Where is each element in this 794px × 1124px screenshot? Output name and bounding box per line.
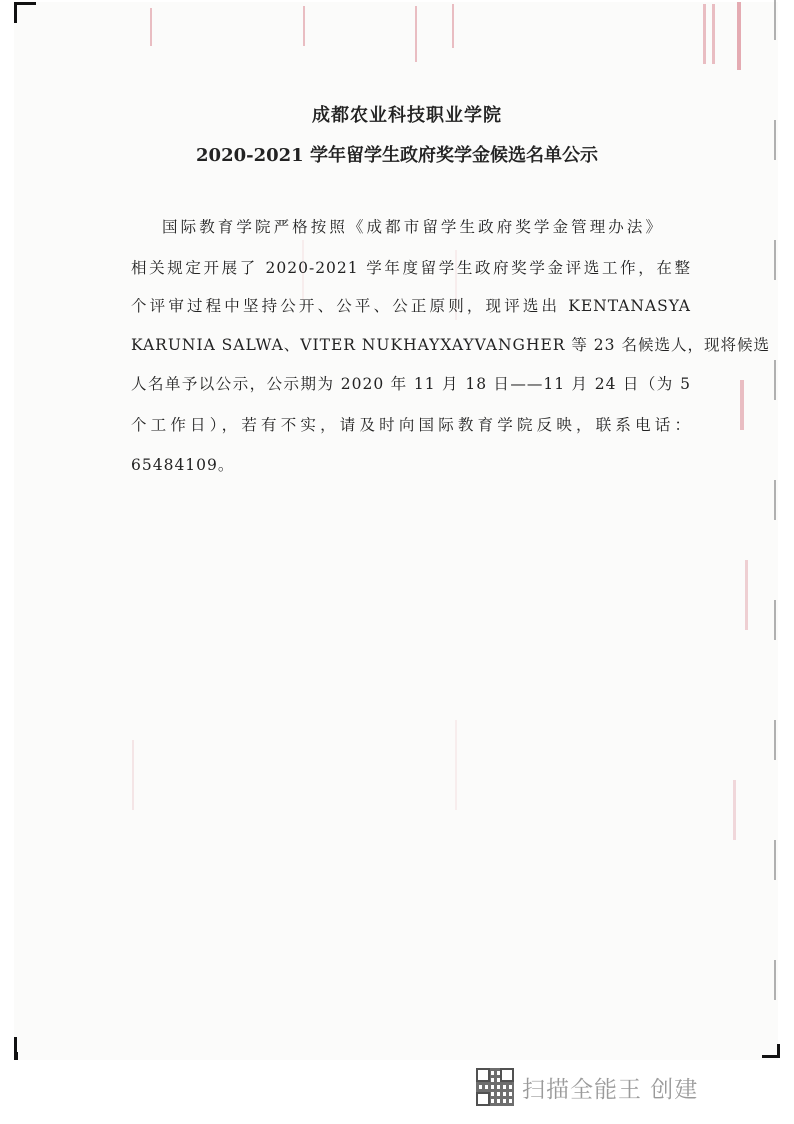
body-line: 相关规定开展了 2020-2021 学年度留学生政府奖学金评选工作，在整 xyxy=(131,259,691,277)
page-corner-bottom-left xyxy=(14,1052,18,1060)
contact-phone-line: 65484109。 xyxy=(131,456,235,474)
document-title: 成都农业科技职业学院 xyxy=(312,105,502,126)
scan-streak xyxy=(745,560,748,630)
body-line: 国际教育学院严格按照《成都市留学生政府奖学金管理办法》 xyxy=(162,218,662,236)
scan-streak xyxy=(712,4,715,64)
body-line: 个评审过程中坚持公开、公平、公正原则，现评选出 KENTANASYA xyxy=(131,297,691,315)
body-line: KARUNIA SALWA、VITER NUKHAYXAYVANGHER 等 23 名候选人，现将候选 xyxy=(131,336,770,354)
scan-streak xyxy=(455,720,457,810)
body-line: 人名单予以公示，公示期为 2020 年 11 月 18 日——11 月 24 日（为 5 xyxy=(131,375,691,393)
scan-streak xyxy=(132,740,134,810)
scan-streak xyxy=(737,2,741,70)
scan-streak xyxy=(733,780,736,840)
scan-streak xyxy=(150,8,152,46)
scan-streak xyxy=(415,6,417,62)
watermark-text: 扫描全能王 创建 xyxy=(522,1076,699,1103)
document-subtitle: 2020-2021 学年留学生政府奖学金候选名单公示 xyxy=(196,145,598,166)
body-line: 个工作日），若有不实，请及时向国际教育学院反映，联系电话： xyxy=(131,416,691,434)
qr-code-icon xyxy=(476,1068,514,1106)
scan-streak xyxy=(303,6,305,46)
page-corner-bottom-right xyxy=(762,1044,780,1058)
scan-streak xyxy=(740,380,744,430)
scanner-watermark xyxy=(476,1067,698,1107)
scan-streak xyxy=(452,4,454,48)
page-corner-top-left xyxy=(14,2,36,5)
scan-streak xyxy=(703,4,706,64)
